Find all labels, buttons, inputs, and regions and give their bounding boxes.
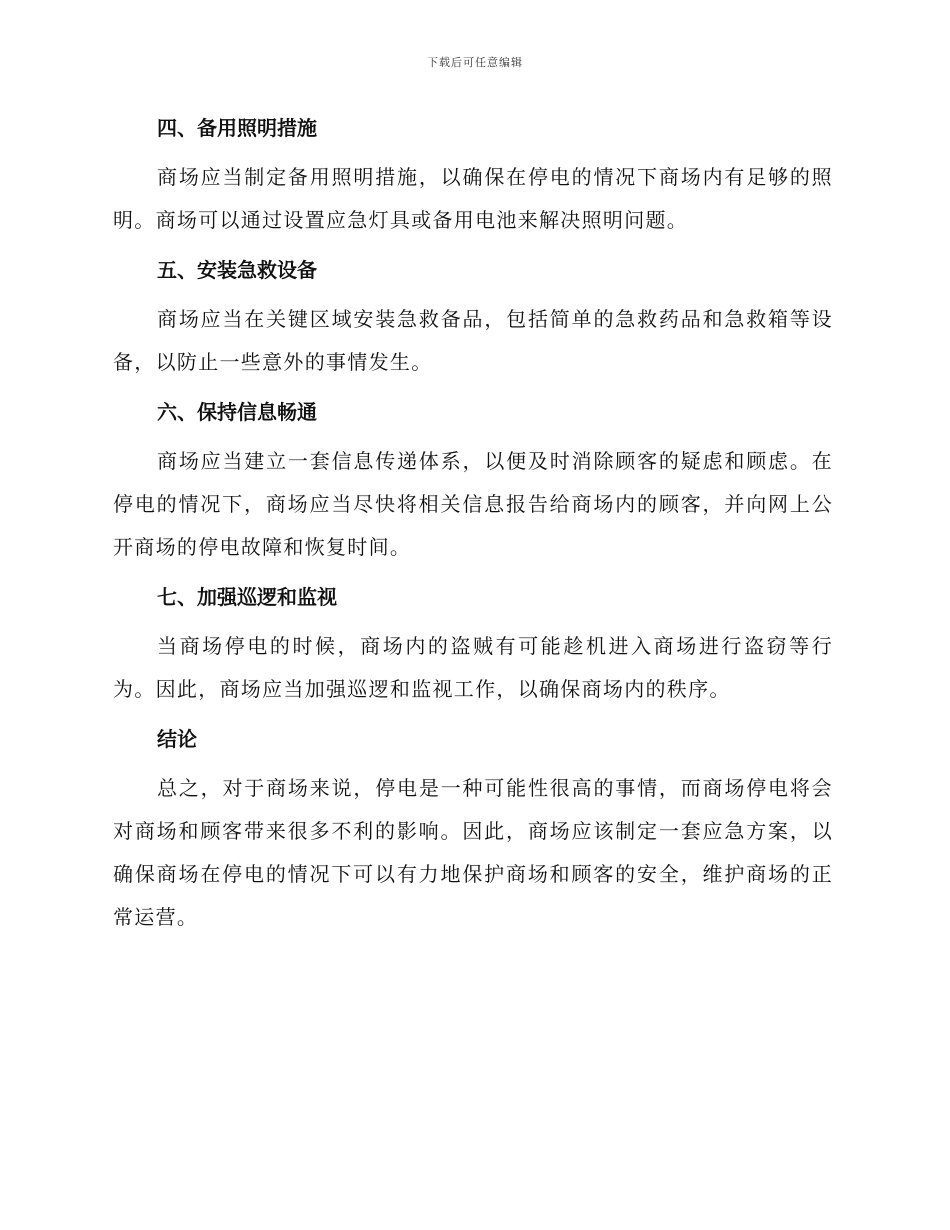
section-heading: 四、备用照明措施 [157, 116, 317, 140]
section-communication [113, 392, 833, 569]
document-body [113, 108, 833, 947]
section-heading: 六、保持信息畅通 [157, 400, 317, 424]
section-first-aid [113, 250, 833, 384]
section-paragraph: 总之，对于商场来说，停电是一种可能性很高的事情，而商场停电将会对商场和顾客带来很多不利的影响。因此，商场应该制定一套应急方案，以确保商场在停电的情况下可以有力地保护商场和顾客的安全，维护商场的正常运营。 [113, 776, 833, 929]
section-heading: 七、加强巡逻和监视 [157, 585, 337, 609]
section-paragraph: 当商场停电的时候，商场内的盗贼有可能趁机进入商场进行盗窃等行为。因此，商场应当加强巡逻和监视工作，以确保商场内的秩序。 [113, 634, 833, 701]
section-paragraph: 商场应当制定备用照明措施，以确保在停电的情况下商场内有足够的照明。商场可以通过设置应急灯具或备用电池来解决照明问题。 [113, 165, 833, 232]
section-conclusion [113, 719, 833, 939]
page-header: 下载后可任意编辑 [427, 56, 523, 69]
section-backup-lighting [113, 108, 833, 242]
section-heading: 五、安装急救设备 [157, 258, 317, 282]
section-patrol [113, 577, 833, 711]
section-paragraph: 商场应当建立一套信息传递体系，以便及时消除顾客的疑虑和顾虑。在停电的情况下，商场应当尽快将相关信息报告给商场内的顾客，并向网上公开商场的停电故障和恢复时间。 [113, 449, 833, 559]
section-paragraph: 商场应当在关键区域安装急救备品，包括简单的急救药品和急救箱等设备，以防止一些意外的事情发生。 [113, 307, 833, 374]
section-heading: 结论 [157, 727, 197, 751]
